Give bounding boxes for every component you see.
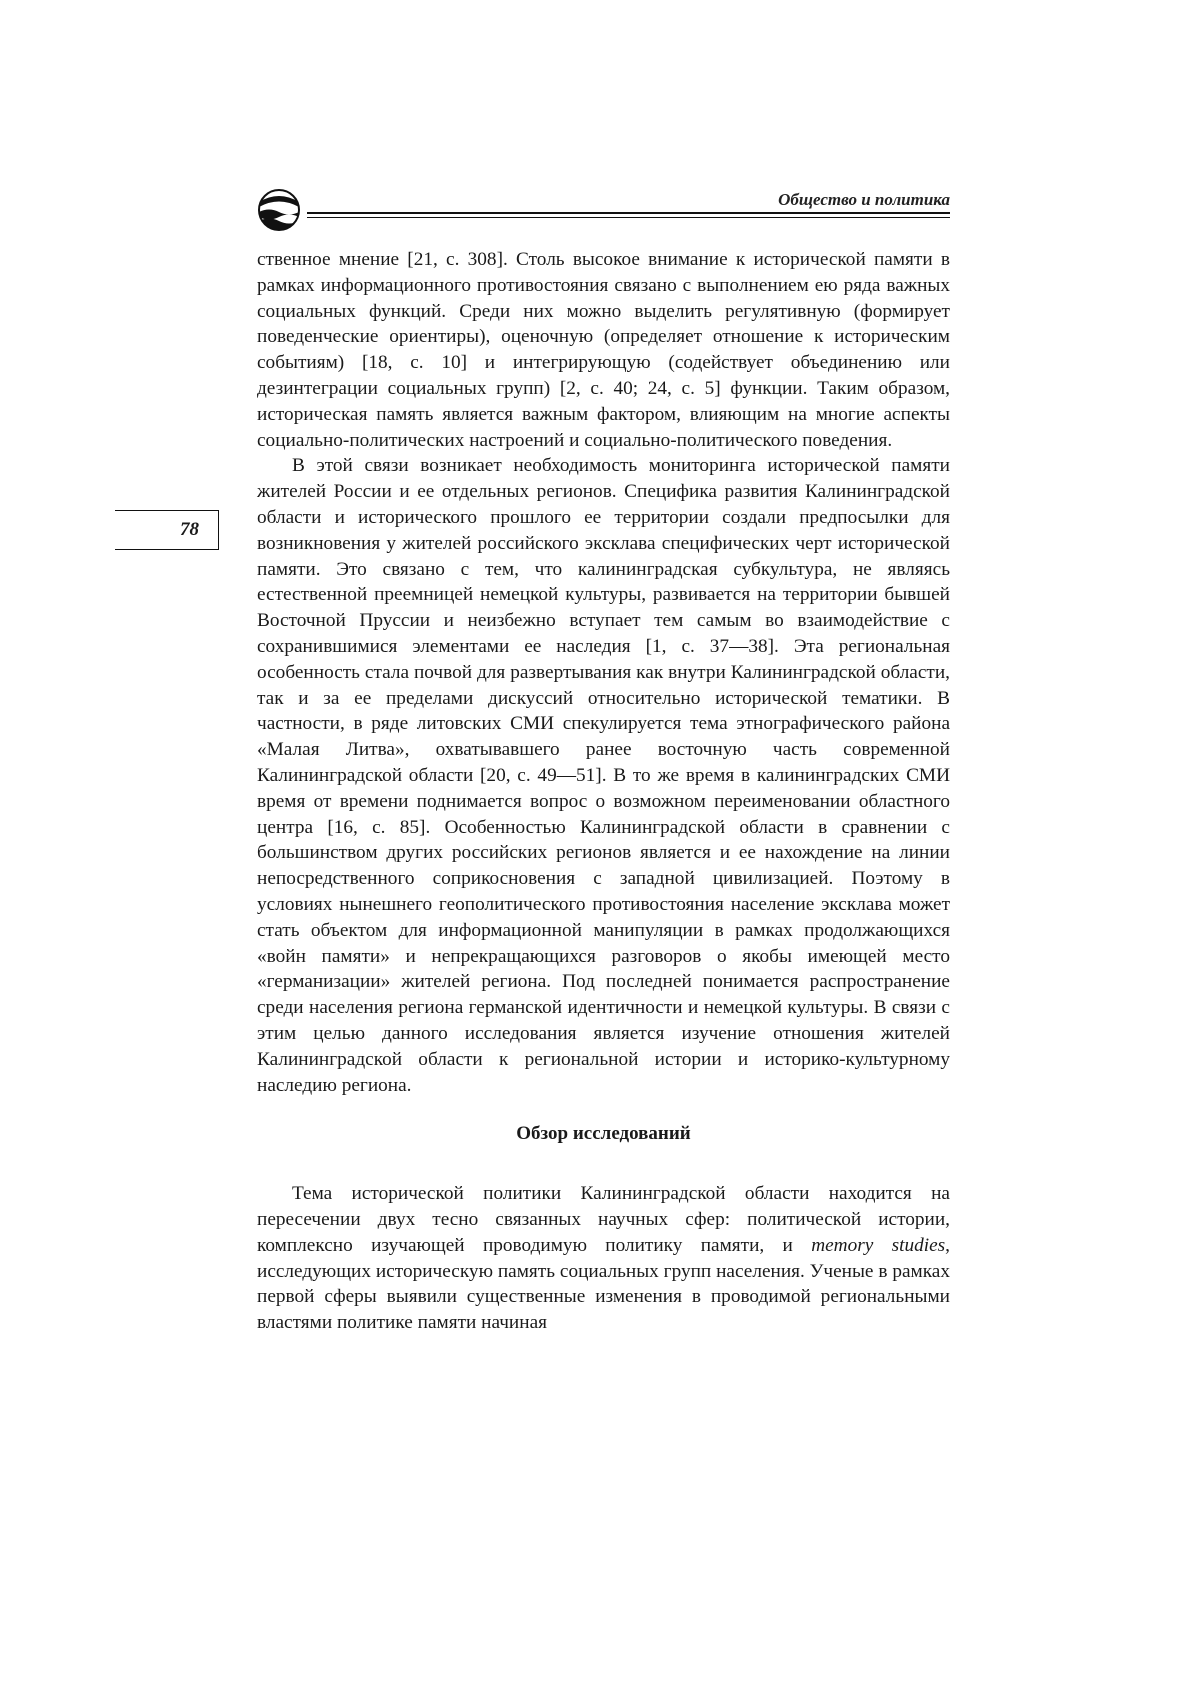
- paragraph-2: В этой связи возникает необходимость мониторинга исторической памяти жителей России и ее отдельных регионов. Специфика развития Калининградской области и исторического прошлого ее территории создали предпосылки для возникновения у жителей российского эксклава специфических черт исторической памяти. Это связано с тем, что калининградская субкультура, не являясь естественной преемницей немецкой культуры, развивается на территории бывшей Восточной Пруссии и неизбежно вступает тем самым во взаимодействие с сохранившимися элементами ее наследия [1, с. 37—38]. Эта региональная особенность стала почвой для развертывания как внутри Калининградской области, так и за ее пределами дискуссий относительно исторической тематики. В частности, в ряде литовских СМИ спекулируется тема этнографического района «Малая Литва», охватывавшего ранее восточную часть современной Калининградской области [20, с. 49—51]. В то же время в калининградских СМИ время от времени поднимается вопрос о возможном переименовании областного центра [16, с. 85]. Особенностью Калининградской области в сравнении с большинством других российских регионов является и ее нахождение на линии непосредственного соприкосновения с западной цивилизацией. Поэтому в условиях нынешнего геополитического противостояния население эксклава может стать объектом для информационной манипуляции в рамках продолжающихся «войн памяти» и непрекращающихся разговоров о якобы имеющей место «германизации» жителей региона. Под последней понимается распространение среди населения региона германской идентичности и немецкой культуры. В связи с этим целью данного исследования является изучение отношения жителей Калининградской области к региональной истории и историко-культурному наследию региона.: [257, 455, 950, 1096]
- page-number-frame: [115, 510, 219, 550]
- paragraph-1: ственное мнение [21, с. 308]. Столь высокое внимание к исторической памяти в рамках информационного противостояния связано с выполнением ею ряда важных социальных функций. Среди них можно выделить регулятивную (формирует поведенческие ориентиры), оценочную (определяет отношение к историческим событиям) [18, с. 10] и интегрирующую (содействует объединению или дезинтеграции социальных групп) [2, с. 40; 24, с. 5] функции. Таким образом, историческая память является важным фактором, влияющим на многие аспекты социально-политических настроений и социально-политического поведения.: [257, 249, 950, 451]
- section-title: Обзор исследований: [516, 1123, 691, 1145]
- paragraph-3-part-2: , исследующих историческую память социальных групп населения. Ученые в рамках первой сферы выявили существенные изменения в проводимой региональными властями политике памяти начиная: [257, 1234, 950, 1334]
- paragraph-3-part-1: Тема исторической политики Калининградской области находится на пересечении двух тесно связанных научных сфер: политической истории, комплексно изучающей проводимую политику памяти, и: [257, 1183, 950, 1256]
- article-body: [257, 247, 950, 1336]
- header-rule: [307, 212, 950, 214]
- paragraph-3-italic-term: memory studies: [811, 1234, 946, 1256]
- paragraph-3: [257, 1181, 950, 1336]
- wave-globe-icon: [257, 188, 301, 232]
- page-number: 78: [180, 519, 199, 540]
- header-rule-thin: [307, 217, 950, 218]
- running-title: Общество и политика: [778, 190, 950, 209]
- page-header: [257, 188, 950, 234]
